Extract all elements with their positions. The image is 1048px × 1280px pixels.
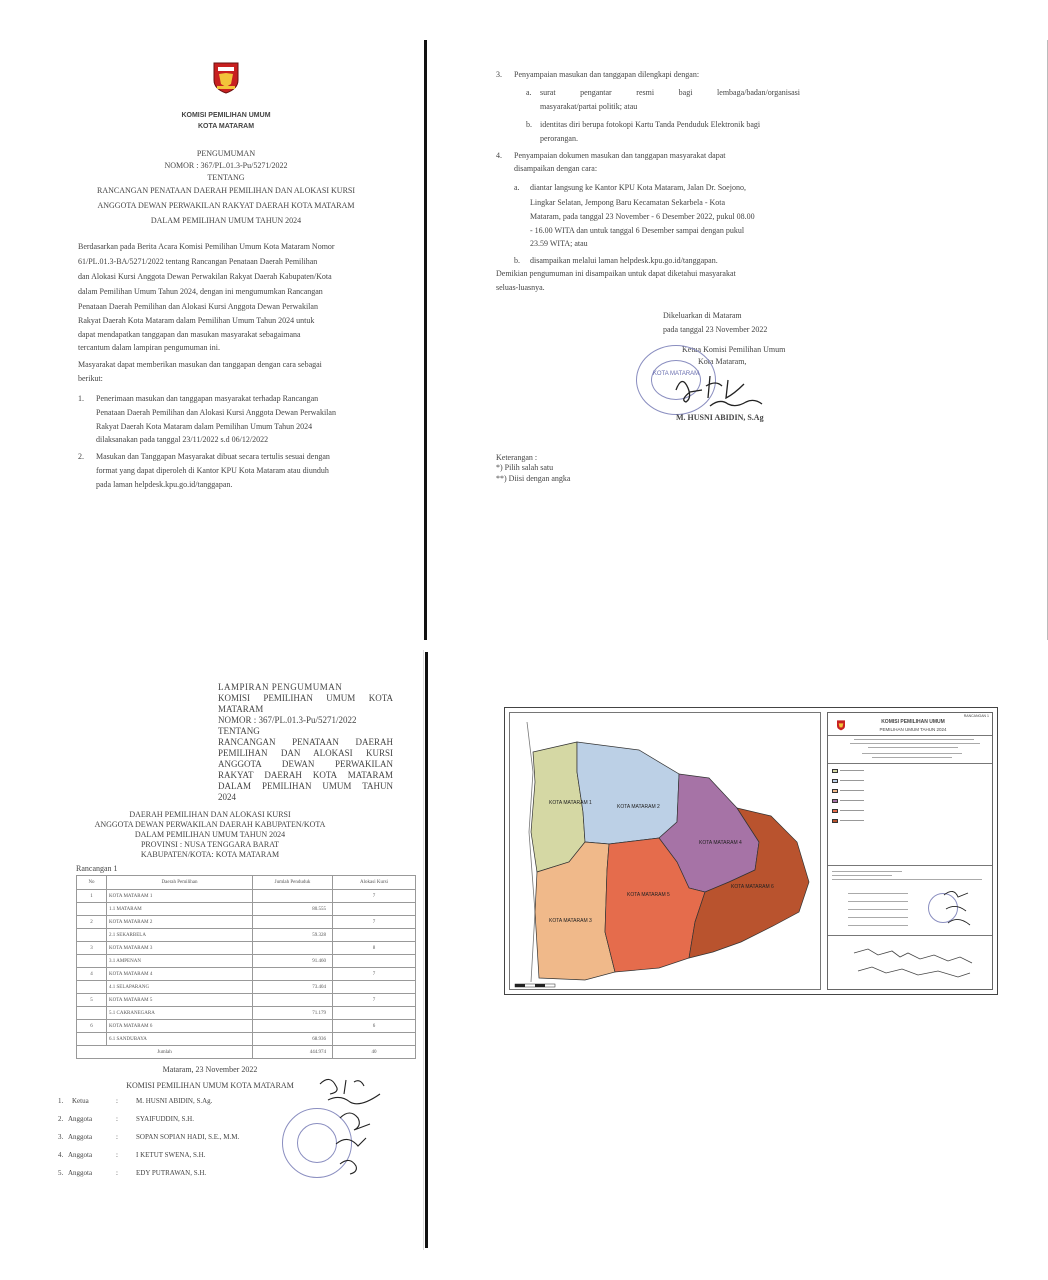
item3a-line1: surat pengantar resmi bagi lembaga/badan/organisasi [540,88,800,97]
item3-number: 3. [496,70,502,79]
para1-line1: Berdasarkan pada Berita Acara Komisi Pemilihan Umum Kota Mataram Nomor [78,242,335,251]
table-row [77,981,416,994]
map-label-dapil-5: KOTA MATARAM 5 [627,892,670,898]
cell-kursi: 6 [333,1020,416,1033]
cell-dapil: 2.1 SEKARBELA [107,929,253,942]
item2-line3: pada laman helpdesk.kpu.go.id/tanggapan. [96,480,233,489]
cell-no [77,981,107,994]
table-row [77,955,416,968]
member-name: SOPAN SOPIAN HADI, S.E., M.M. [136,1133,240,1141]
total-label: Jumlah [77,1046,253,1059]
map-org-line1: KOMISI PEMILIHAN UMUM [881,719,945,725]
doc-subject-line2: ANGGOTA DEWAN PERWAKILAN RAKYAT DAERAH KOTA MATARAM [97,201,355,210]
item4a-label: a. [514,183,520,192]
attachment-header-line4: NOMOR : 367/PL.01.3-Pu/5271/2022 [218,715,357,725]
member-role: Anggota [68,1133,93,1141]
member-num: 4. [58,1151,64,1159]
total-kursi: 40 [333,1046,416,1059]
map-signatures-icon [940,885,980,935]
table-title-line4: PROVINSI : NUSA TENGGARA BARAT [140,840,280,849]
legend-swatch-dapil-5 [832,809,838,813]
doc-about: TENTANG [207,173,245,182]
cell-kursi: 8 [333,942,416,955]
header-dapil: Daerah Pemilihan [107,876,253,890]
item3b-line1: identitas diri berupa fotokopi Kartu Tanda Penduduk Elektronik bagi [540,120,761,129]
cell-penduduk [253,968,333,981]
map-label-dapil-3: KOTA MATARAM 3 [549,918,592,924]
cell-dapil: KOTA MATARAM 4 [107,968,253,981]
item1-line2: Penataan Daerah Pemilihan dan Alokasi Kursi Anggota Dewan Perwakilan [96,408,336,417]
note-2: **) Diisi dengan angka [496,474,571,483]
doc-heading: PENGUMUMAN [196,149,256,158]
item1-number: 1. [78,394,84,403]
member-colon: : [116,1115,118,1123]
cell-kursi [333,1007,416,1020]
cell-kursi [333,903,416,916]
total-penduduk: 444.974 [253,1046,333,1059]
cell-no [77,1007,107,1020]
stamp-text: KOTA MATARAM [652,371,700,377]
cell-dapil: 6.1 SANDUBAYA [107,1033,253,1046]
para1-line8: tercantum dalam lampiran pengumuman ini. [78,343,220,352]
member-num: 2. [58,1115,64,1123]
item4-line2: disampaikan dengan cara: [514,164,598,173]
table-row [77,890,416,903]
item1-line4: dilaksanakan pada tanggal 23/11/2022 s.d 06/12/2022 [96,435,269,444]
cell-no [77,929,107,942]
cell-penduduk [253,994,333,1007]
item3a-line2: masyarakat/partai politik; atau [540,102,638,111]
closing-line1: Demikian pengumuman ini disampaikan untuk dapat diketahui masyarakat [496,269,736,278]
cell-penduduk [253,916,333,929]
notes-title: Keterangan : [496,453,538,462]
member-role: Anggota [68,1169,93,1177]
announcement-page-1 [0,0,424,640]
para1-line2: 61/PL.01.3-BA/5271/2022 tentang Rancangan Penataan Daerah Pemilihan [78,257,318,266]
signing-date: Mataram, 23 November 2022 [162,1065,258,1074]
item4a-line4: - 16.00 WITA dan untuk tanggal 6 Desember sampai dengan pukul [530,226,745,235]
cell-dapil: KOTA MATARAM 2 [107,916,253,929]
cell-penduduk: 68.936 [253,1033,333,1046]
member-role: Anggota [68,1115,93,1123]
cell-no [77,903,107,916]
table-header-row [77,876,416,890]
cell-dapil: 3.1 AMPENAN [107,955,253,968]
cell-dapil: KOTA MATARAM 3 [107,942,253,955]
item1-line3: Rakyat Daerah Kota Mataram dalam Pemilihan Umum Tahun 2024 [96,422,313,431]
table-row [77,1007,416,1020]
attachment-header-line5: TENTANG [218,726,260,736]
map-label-dapil-4: KOTA MATARAM 4 [699,840,742,846]
legend-swatch-dapil-4 [832,799,838,803]
doc-subject-line3: DALAM PEMILIHAN UMUM TAHUN 2024 [150,216,302,225]
member-name: EDY PUTRAWAN, S.H. [136,1169,207,1177]
table-row [77,994,416,1007]
member-colon: : [116,1133,118,1141]
dapil-map [509,712,821,990]
attachment-header-line7: PEMILIHAN DAN ALOKASI KURSI [218,748,393,758]
cell-penduduk: 73.404 [253,981,333,994]
attachment-header-line1: LAMPIRAN PENGUMUMAN [218,682,343,692]
table-row [77,968,416,981]
kpu-logo-icon [211,60,241,94]
member-colon: : [116,1097,118,1105]
cell-kursi [333,955,416,968]
table-row [77,942,416,955]
cell-kursi: 7 [333,968,416,981]
org-name-line1: KOMISI PEMILIHAN UMUM [181,112,271,119]
item3-text: Penyampaian masukan dan tanggapan dilengkapi dengan: [514,70,700,79]
note-1: *) Pilih salah satu [496,463,554,472]
table-row [77,929,416,942]
cell-penduduk [253,1020,333,1033]
map-legend-panel [827,712,993,990]
header-kursi: Alokasi Kursi [333,876,416,890]
cell-kursi [333,981,416,994]
cell-penduduk: 71.179 [253,1007,333,1020]
para1-line6: Rakyat Daerah Kota Mataram dalam Pemilihan Umum Tahun 2024 untuk [78,316,315,325]
item3b-label: b. [526,120,532,129]
cell-no: 2 [77,916,107,929]
page-divider-top [424,40,427,640]
cell-penduduk: 59.328 [253,929,333,942]
cell-no [77,955,107,968]
chair-title-line1: Ketua Komisi Pemilihan Umum [682,345,786,354]
cell-no: 5 [77,994,107,1007]
item4a-line1: diantar langsung ke Kantor KPU Kota Mataram, Jalan Dr. Soejono, [530,183,746,192]
cell-penduduk [253,890,333,903]
table-total-row [77,1046,416,1059]
attachment-header-line11: 2024 [218,792,236,802]
attachment-header-line8: ANGGOTA DEWAN PERWAKILAN [218,759,393,769]
member-role: Ketua [72,1097,89,1105]
para2-line1: Masyarakat dapat memberikan masukan dan tanggapan dengan cara sebagai [78,360,322,369]
doc-subject-line1: RANCANGAN PENATAAN DAERAH PEMILIHAN DAN ALOKASI KURSI [96,186,356,195]
attachment-header-line3: MATARAM [218,704,264,714]
map-code: RANCANGAN 1 [963,714,989,718]
table-row [77,903,416,916]
legend-swatch-dapil-2 [832,779,838,783]
map-label-dapil-1: KOTA MATARAM 1 [549,800,592,806]
rancangan-label: Rancangan 1 [76,864,118,873]
member-num: 1. [58,1097,64,1105]
table-title-line3: DALAM PEMILIHAN UMUM TAHUN 2024 [134,830,286,839]
issued-date: pada tanggal 23 November 2022 [663,325,768,334]
member-colon: : [116,1151,118,1159]
cell-penduduk: 91.460 [253,955,333,968]
item1-line1: Penerimaan masukan dan tanggapan masyarakat terhadap Rancangan [96,394,319,403]
header-no: No [77,876,107,890]
map-page [430,650,1048,1250]
cell-penduduk: 80.555 [253,903,333,916]
table-title-line2: ANGGOTA DEWAN PERWAKILAN DAERAH KABUPATEN/KOTA [94,820,326,829]
attachment-header-line6: RANCANGAN PENATAAN DAERAH [218,737,393,747]
item2-line1: Masukan dan Tanggapan Masyarakat dibuat secara tertulis sesuai dengan [96,452,330,461]
para1-line7: dapat mendapatkan tanggapan dan masukan masyarakat sebagaimana [78,330,301,339]
chair-title-line2: Kota Mataram, [698,357,747,366]
cell-kursi [333,1033,416,1046]
cell-kursi: 7 [333,890,416,903]
item4a-line3: Mataram, pada tanggal 23 November - 6 Desember 2022, pukul 08.00 [530,212,755,221]
table-row [77,916,416,929]
announcement-page-2 [430,40,1048,640]
attachment-header-line2: KOMISI PEMILIHAN UMUM KOTA [218,693,393,703]
map-label-dapil-2: KOTA MATARAM 2 [617,804,660,810]
inset-map-icon [848,941,978,987]
page-divider-bottom [425,652,428,1248]
cell-dapil: KOTA MATARAM 6 [107,1020,253,1033]
cell-kursi: 7 [333,916,416,929]
item4-line1: Penyampaian dokumen masukan dan tanggapan masyarakat dapat [514,151,726,160]
table-title-line5: KABUPATEN/KOTA: KOTA MATARAM [140,850,280,859]
item4a-line2: Lingkar Selatan, Jempong Baru Kecamatan Sekarbela - Kota [530,198,726,207]
cell-dapil: KOTA MATARAM 1 [107,890,253,903]
cell-kursi: 7 [333,994,416,1007]
item4b-label: b. [514,256,520,265]
map-org-line2: PEMILIHAN UMUM TAHUN 2024 [879,727,947,732]
closing-line2: seluas-luasnya. [496,283,545,292]
map-kpu-logo-icon [836,719,846,731]
member-num: 3. [58,1133,64,1141]
item2-number: 2. [78,452,84,461]
para1-line3: dan Alokasi Kursi Anggota Dewan Perwakilan Rakyat Daerah Kabupaten/Kota [78,272,332,281]
table-row [77,1020,416,1033]
cell-dapil: 1.1 MATARAM [107,903,253,916]
member-colon: : [116,1169,118,1177]
item4-number: 4. [496,151,502,160]
attachment-header-line9: RAKYAT DAERAH KOTA MATARAM [218,770,393,780]
cell-no: 4 [77,968,107,981]
legend-swatch-dapil-3 [832,789,838,793]
org-name-line2: KOTA MATARAM [197,123,255,130]
para1-line5: Penataan Daerah Pemilihan dan Alokasi Kursi Anggota Dewan Perwakilan [78,302,318,311]
cell-penduduk [253,942,333,955]
legend-swatch-dapil-1 [832,769,838,773]
cell-dapil: KOTA MATARAM 5 [107,994,253,1007]
item4a-line5: 23.59 WITA; atau [530,239,588,248]
item3b-line2: perorangan. [540,134,578,143]
signatures-icon [300,1074,400,1184]
header-penduduk: Jumlah Penduduk [253,876,333,890]
legend-swatch-dapil-6 [832,819,838,823]
member-num: 5. [58,1169,64,1177]
issued-place: Dikeluarkan di Mataram [663,311,742,320]
signing-commission: KOMISI PEMILIHAN UMUM KOTA MATARAM [126,1081,294,1090]
signature-icon [666,368,776,413]
cell-no: 6 [77,1020,107,1033]
chair-name: M. HUSNI ABIDIN, S.Ag [676,413,764,422]
doc-number: NOMOR : 367/PL.01.3-Pu/5271/2022 [164,161,288,170]
page-edge [423,650,424,1250]
item2-line2: format yang dapat diperoleh di Kantor KPU Kota Mataram atau diunduh [96,466,329,475]
cell-dapil: 5.1 CAKRANEGARA [107,1007,253,1020]
map-label-dapil-6: KOTA MATARAM 6 [731,884,774,890]
item4b-line1: disampaikan melalui laman helpdesk.kpu.go.id/tanggapan. [530,256,718,265]
member-name: I KETUT SWENA, S.H. [136,1151,206,1159]
para1-line4: dalam Pemilihan Umum Tahun 2024, dengan ini mengumumkan Rancangan [78,287,323,296]
map-frame [504,707,998,995]
cell-no: 3 [77,942,107,955]
item3a-label: a. [526,88,532,97]
dapil-table [76,875,416,1059]
cell-dapil: 4.1 SELAPARANG [107,981,253,994]
cell-no [77,1033,107,1046]
cell-no: 1 [77,890,107,903]
member-role: Anggota [68,1151,93,1159]
table-row [77,1033,416,1046]
para2-line2: berikut: [78,374,103,383]
cell-kursi [333,929,416,942]
member-name: SYAIFUDDIN, S.H. [136,1115,194,1123]
attachment-page [0,650,424,1250]
member-name: M. HUSNI ABIDIN, S.Ag. [136,1097,213,1105]
attachment-header-line10: DALAM PEMILIHAN UMUM TAHUN [218,781,393,791]
table-title-line1: DAERAH PEMILIHAN DAN ALOKASI KURSI [129,810,291,819]
